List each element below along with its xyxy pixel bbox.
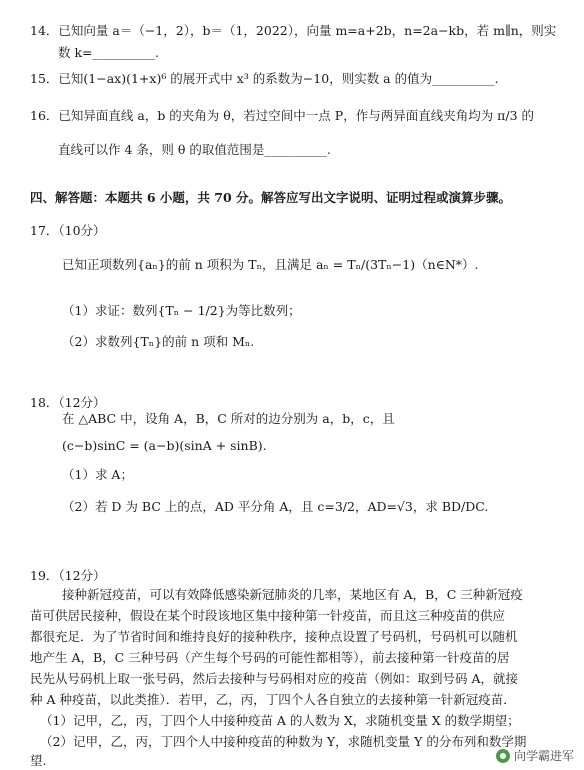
q18-stem2: (c−b)sinC = (a−b)(sinA + sinB). xyxy=(62,438,267,453)
q18-part1: （1）求 A； xyxy=(62,467,133,482)
q18-part2: （2）若 D 为 BC 上的点，AD 平分角 A，且 c=3/2，AD=√3，求 BD/DC. xyxy=(62,499,489,514)
q18-stem1: 在 △ABC 中，设角 A，B，C 所对的边分别为 a，b，c，且 xyxy=(62,411,395,426)
q17-head: 17．（10分） xyxy=(30,223,106,238)
q19-p2: 苗可供居民接种，假设在某个时段该地区集中接种第一针疫苗，而且这三种疫苗的供应 xyxy=(30,608,506,623)
q16-line2: 直线可以作 4 条，则 θ 的取值范围是__________. xyxy=(58,142,331,157)
q17-part2: （2）求数列{Tₙ}的前 n 项和 Mₙ. xyxy=(62,334,255,349)
q19-p1: 接种新冠疫苗，可以有效降低感染新冠肺炎的几率，某地区有 A，B，C 三种新冠疫 xyxy=(62,587,523,602)
q19-p4: 地产生 A，B，C 三种号码（产生每个号码的可能性都相等），前去接种第一针疫苗的居 xyxy=(30,650,510,665)
q17-part1: （1）求证：数列{Tₙ − 1/2}为等比数列； xyxy=(62,303,301,318)
q19-p3: 都很充足．为了节省时间和维持良好的接种秩序，接种点设置了号码机，号码机可以随机 xyxy=(30,629,518,644)
section4-heading: 四、解答题：本题共 6 小题，共 70 分。解答应写出文字说明、证明过程或演算步骤。 xyxy=(30,190,512,205)
q19-part1: （1）记甲，乙，丙，丁四个人中接种疫苗 A 的人数为 X，求随机变量 X 的数学期望； xyxy=(40,713,520,728)
q14-line2: 数 k=__________. xyxy=(58,45,159,60)
q17-stem: 已知正项数列{aₙ}的前 n 项积为 Tₙ，且满足 aₙ = Tₙ/(3Tₙ−1)（n∈N*）. xyxy=(62,257,479,272)
watermark-text: 向学霸进军 xyxy=(513,749,574,763)
watermark xyxy=(496,747,574,764)
wechat-icon xyxy=(496,749,510,763)
q19-part2a: （2）记甲，乙，丙，丁四个人中接种疫苗的种数为 Y，求随机变量 Y 的分布列和数学期 xyxy=(40,734,527,749)
q14-line1: 14．已知向量 a＝（−1，2），b＝（1，2022），向量 m=a+2b，n=2a−kb，若 m∥n，则实 xyxy=(30,23,557,38)
q19-head: 19．（12分） xyxy=(30,568,106,583)
q16-line1: 16．已知异面直线 a，b 的夹角为 θ，若过空间中一点 P，作与两异面直线夹角均为 π/3 的 xyxy=(30,108,535,123)
q19-part2b: 望. xyxy=(30,753,47,768)
q19-p5: 民先从号码机上取一张号码，然后去接种与号码相对应的疫苗（例如：取到号码 A，就接 xyxy=(30,671,519,686)
q18-head: 18．（12分） xyxy=(30,395,106,410)
q19-p6: 种 A 种疫苗，以此类推）．若甲，乙，丙，丁四个人各自独立的去接种第一针新冠疫苗． xyxy=(30,692,516,707)
q15-line1: 15．已知(1−ax)(1+x)⁶ 的展开式中 x³ 的系数为−10，则实数 a 的值为__________. xyxy=(30,71,499,86)
